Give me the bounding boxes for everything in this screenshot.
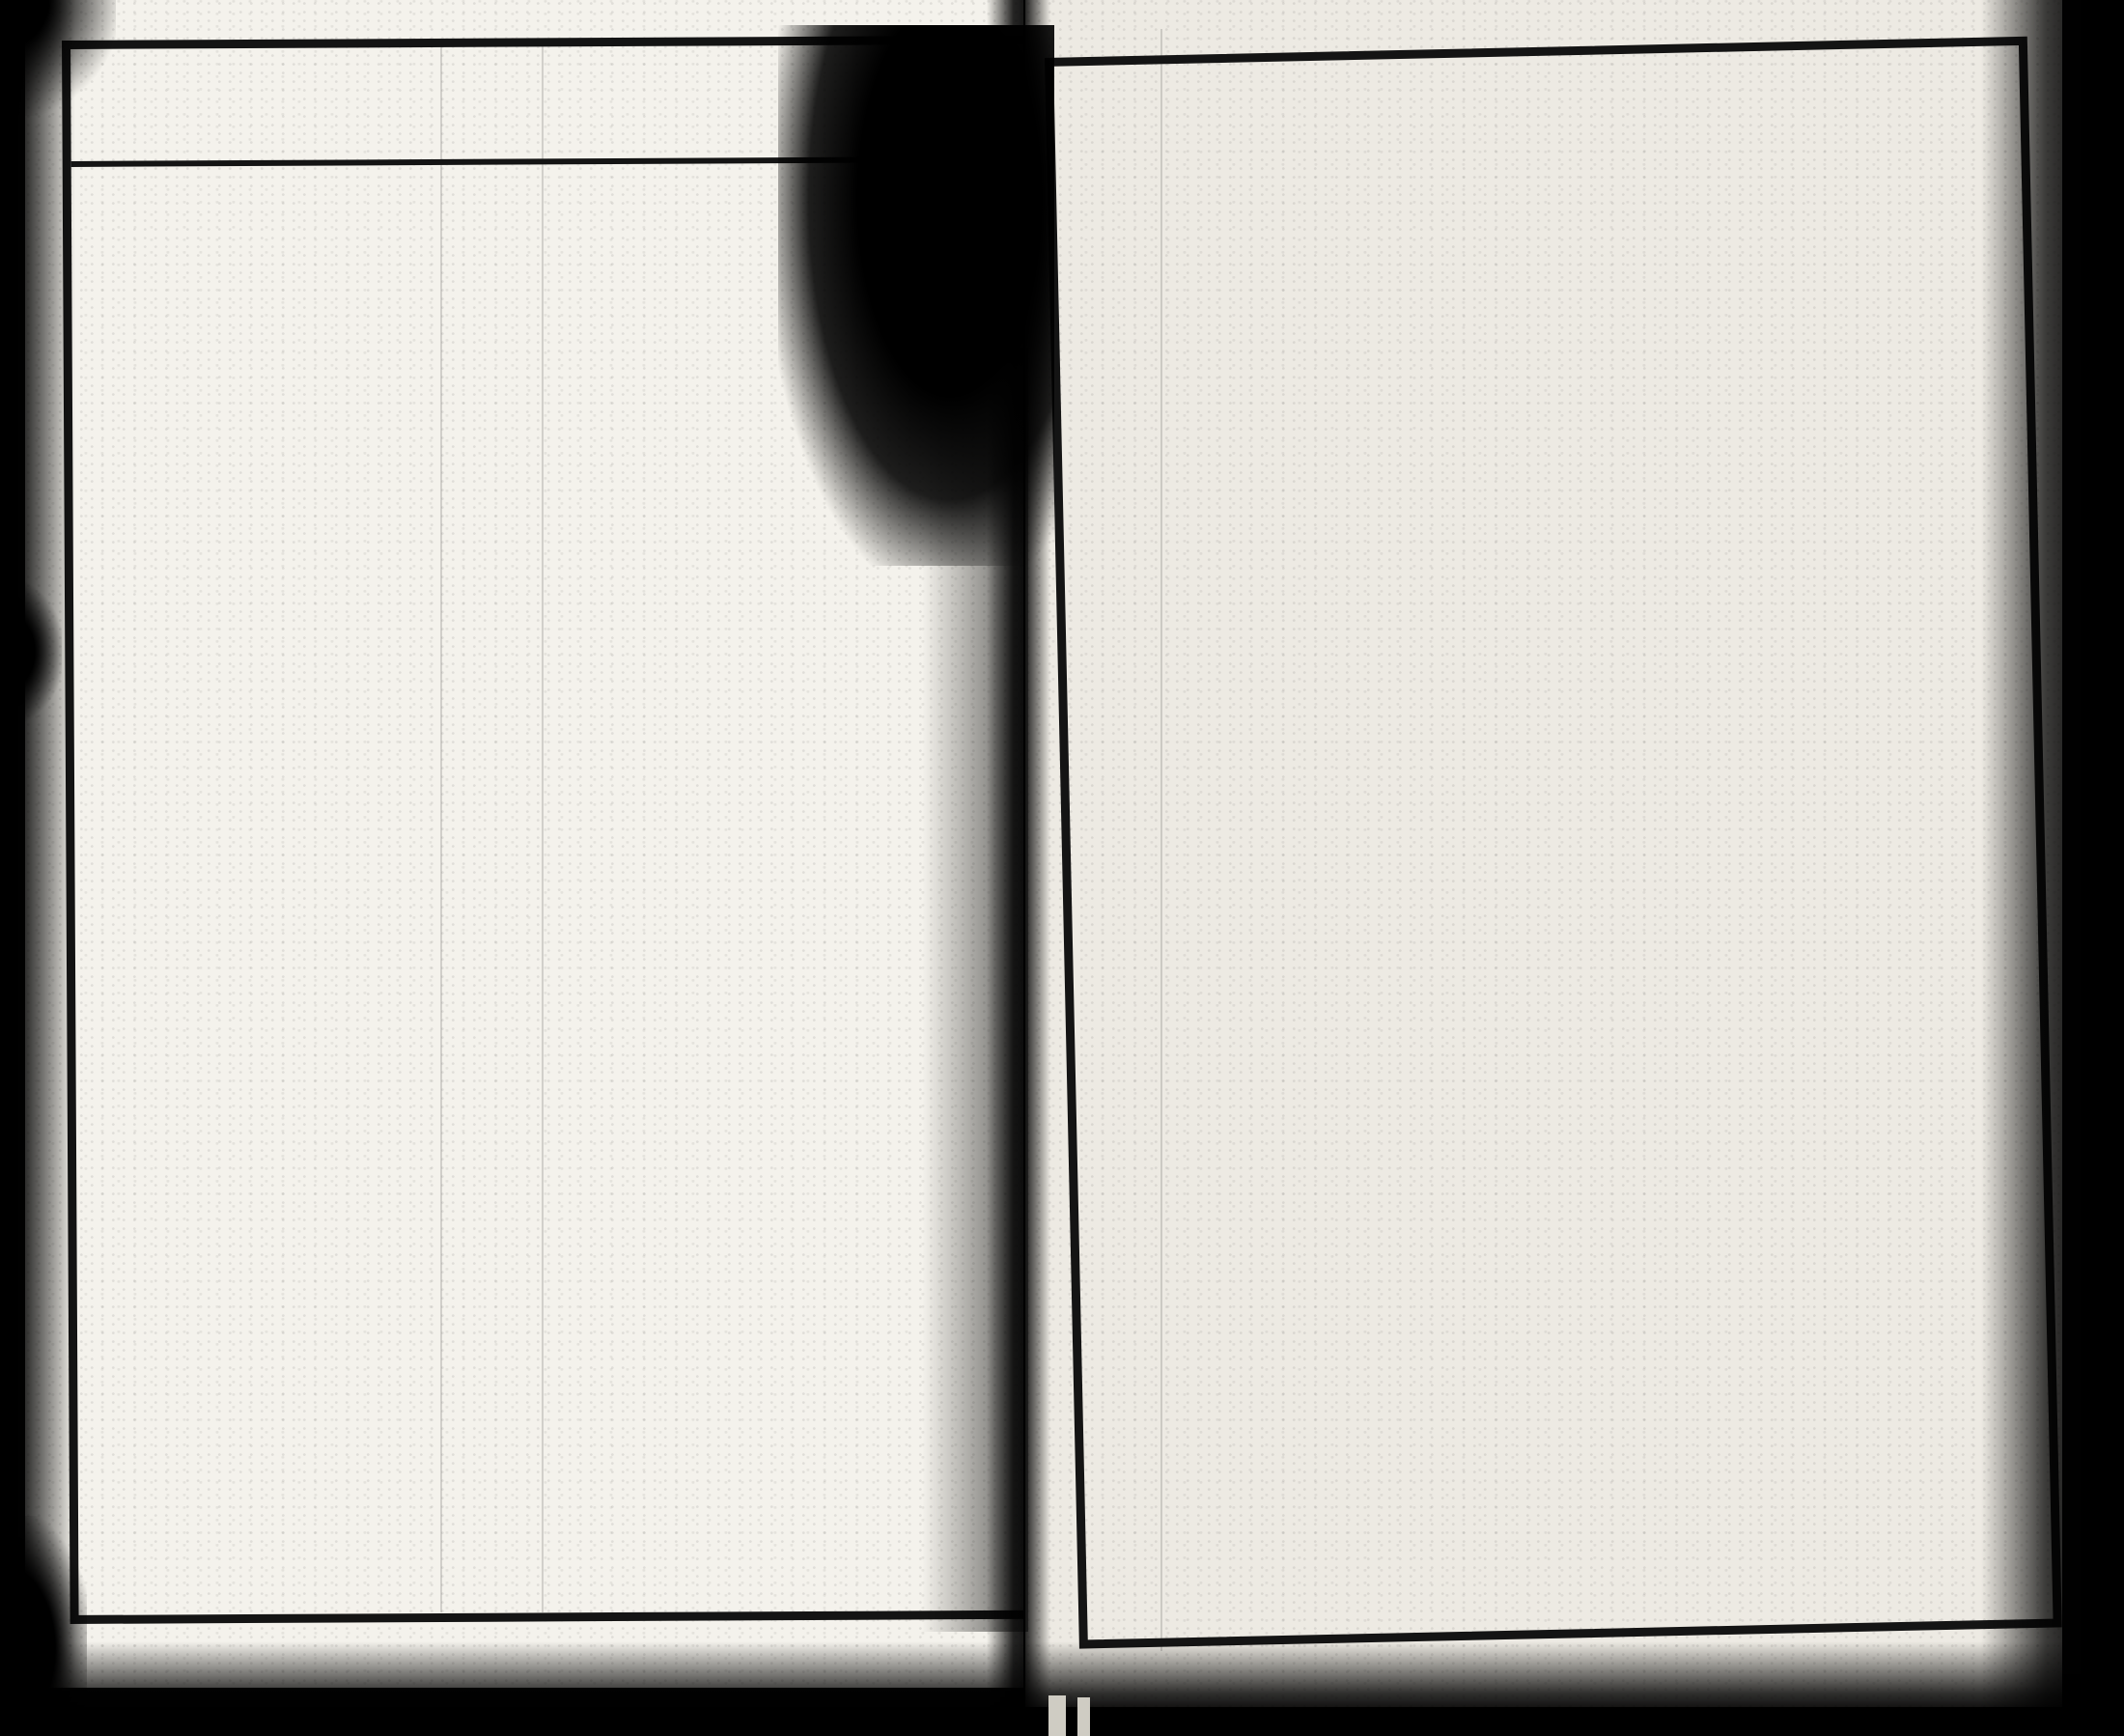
- right-table-header: [1053, 45, 2019, 67]
- right-page: [1025, 0, 2062, 1707]
- bookmark-ribbon: [1077, 1697, 1090, 1736]
- right-register-table: [1045, 37, 2062, 1649]
- bookmark-ribbon: [1048, 1695, 1066, 1736]
- left-register-table: [62, 36, 1042, 1624]
- left-page: [25, 0, 1023, 1688]
- left-table-header: [70, 44, 1025, 167]
- right-table-body: [1053, 45, 2019, 67]
